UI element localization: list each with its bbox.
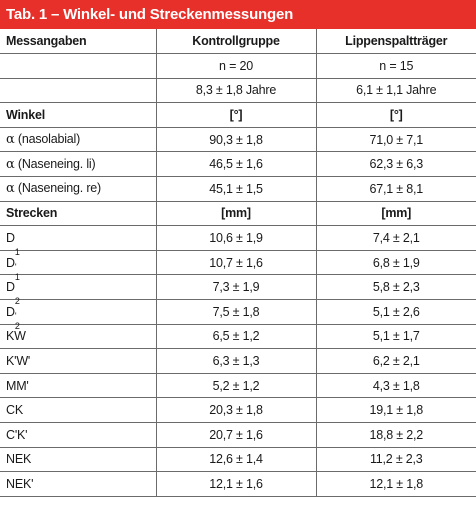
- strecken-label-base: C'K': [6, 427, 28, 442]
- alpha-symbol: α: [6, 132, 15, 148]
- strecken-row: [0, 447, 476, 472]
- winkel-lippen-cell: 67,1 ± 8,1: [316, 177, 476, 202]
- strecken-lippen-cell: 7,4 ± 2,1: [316, 226, 476, 251]
- strecken-kontroll-cell: 20,3 ± 1,8: [156, 398, 316, 423]
- strecken-label-base: K'W': [6, 354, 31, 369]
- winkel-label-cell: [0, 152, 156, 177]
- strecken-label-cell: [0, 300, 156, 331]
- strecken-label-cell: [0, 472, 156, 497]
- strecken-label-base: D: [6, 304, 15, 319]
- strecken-label-prime: ': [14, 310, 17, 321]
- winkel-row: [0, 127, 476, 152]
- strecken-lippen-cell: 5,1 ± 1,7: [316, 324, 476, 349]
- strecken-label-subscript: 2: [14, 320, 20, 331]
- strecken-kontroll-cell: 10,7 ± 1,6: [156, 250, 316, 275]
- strecken-kontroll-cell: 5,2 ± 1,2: [156, 373, 316, 398]
- table-body: [0, 29, 476, 496]
- strecken-label-subscript: 1: [14, 271, 20, 282]
- header-cell-kontrollgruppe: Kontrollgruppe: [156, 29, 316, 54]
- strecken-row: [0, 324, 476, 349]
- winkel-kontroll-cell: 46,5 ± 1,6: [156, 152, 316, 177]
- section-row-strecken: [0, 201, 476, 226]
- strecken-lippen-cell: 11,2 ± 2,3: [316, 447, 476, 472]
- strecken-label-cell: [0, 398, 156, 423]
- strecken-label-cell: [0, 447, 156, 472]
- strecken-label-cell: [0, 349, 156, 374]
- strecken-kontroll-cell: 12,6 ± 1,4: [156, 447, 316, 472]
- strecken-kontroll-cell: 6,5 ± 1,2: [156, 324, 316, 349]
- info-label-cell: [0, 54, 156, 79]
- winkel-row: [0, 177, 476, 202]
- info-label-cell: [0, 78, 156, 103]
- strecken-label-cell: [0, 226, 156, 258]
- strecken-lippen-cell: 6,2 ± 2,1: [316, 349, 476, 374]
- info-lippen-cell: n = 15: [316, 54, 476, 79]
- strecken-row: [0, 349, 476, 374]
- unit-kontroll-strecken: [mm]: [156, 201, 316, 226]
- winkel-kontroll-cell: 45,1 ± 1,5: [156, 177, 316, 202]
- info-lippen-cell: 6,1 ± 1,1 Jahre: [316, 78, 476, 103]
- strecken-label-base: KW: [6, 329, 26, 344]
- strecken-kontroll-cell: 12,1 ± 1,6: [156, 472, 316, 497]
- strecken-row: [0, 300, 476, 325]
- measurements-table: [0, 29, 476, 497]
- winkel-label-cell: [0, 177, 156, 202]
- strecken-lippen-cell: 6,8 ± 1,9: [316, 250, 476, 275]
- winkel-label-cell: [0, 127, 156, 152]
- winkel-row: [0, 152, 476, 177]
- strecken-lippen-cell: 12,1 ± 1,8: [316, 472, 476, 497]
- section-row-winkel: [0, 103, 476, 128]
- header-cell-lippenspalttraeger: Lippenspaltträger: [316, 29, 476, 54]
- unit-kontroll-winkel: [°]: [156, 103, 316, 128]
- strecken-kontroll-cell: 20,7 ± 1,6: [156, 423, 316, 448]
- section-label-winkel: Winkel: [0, 103, 156, 128]
- winkel-label-text: (Naseneing. re): [14, 181, 102, 196]
- strecken-label-cell: [0, 275, 156, 307]
- alpha-symbol: α: [6, 181, 15, 197]
- strecken-label-base: NEK: [6, 452, 32, 467]
- strecken-label-base: D: [6, 280, 15, 295]
- strecken-row: [0, 275, 476, 300]
- info-kontroll-cell: 8,3 ± 1,8 Jahre: [156, 78, 316, 103]
- strecken-kontroll-cell: 7,5 ± 1,8: [156, 300, 316, 325]
- strecken-label-base: CK: [6, 403, 23, 418]
- strecken-label-base: D: [6, 231, 15, 246]
- winkel-label-text: (Naseneing. li): [14, 156, 96, 171]
- strecken-label-cell: [0, 324, 156, 349]
- strecken-row: [0, 472, 476, 497]
- strecken-kontroll-cell: 7,3 ± 1,9: [156, 275, 316, 300]
- strecken-label-cell: [0, 373, 156, 398]
- unit-lippen-strecken: [mm]: [316, 201, 476, 226]
- strecken-label-subscript: 1: [14, 247, 20, 258]
- strecken-label-base: NEK': [6, 476, 34, 491]
- strecken-row: [0, 250, 476, 275]
- strecken-lippen-cell: 18,8 ± 2,2: [316, 423, 476, 448]
- info-kontroll-cell: n = 20: [156, 54, 316, 79]
- info-row-age: [0, 78, 476, 103]
- header-row: [0, 29, 476, 54]
- strecken-row: [0, 398, 476, 423]
- strecken-row: [0, 373, 476, 398]
- strecken-kontroll-cell: 6,3 ± 1,3: [156, 349, 316, 374]
- winkel-label-text: (nasolabial): [14, 132, 81, 147]
- strecken-lippen-cell: 5,8 ± 2,3: [316, 275, 476, 300]
- winkel-lippen-cell: 62,3 ± 6,3: [316, 152, 476, 177]
- alpha-symbol: α: [6, 156, 15, 172]
- strecken-label-prime: ': [14, 261, 17, 272]
- strecken-label-subscript: 2: [14, 296, 20, 307]
- strecken-label-cell: [0, 250, 156, 282]
- unit-lippen-winkel: [°]: [316, 103, 476, 128]
- winkel-lippen-cell: 71,0 ± 7,1: [316, 127, 476, 152]
- strecken-row: [0, 226, 476, 251]
- strecken-label-base: MM': [6, 378, 29, 393]
- strecken-row: [0, 423, 476, 448]
- winkel-kontroll-cell: 90,3 ± 1,8: [156, 127, 316, 152]
- strecken-kontroll-cell: 10,6 ± 1,9: [156, 226, 316, 251]
- header-cell-messangaben: Messangaben: [0, 29, 156, 54]
- strecken-lippen-cell: 19,1 ± 1,8: [316, 398, 476, 423]
- section-label-strecken: Strecken: [0, 201, 156, 226]
- info-row-n: [0, 54, 476, 79]
- strecken-lippen-cell: 5,1 ± 2,6: [316, 300, 476, 325]
- strecken-label-base: D: [6, 255, 15, 270]
- table-title: Tab. 1 – Winkel- und Streckenmessungen: [0, 0, 476, 29]
- strecken-label-cell: [0, 423, 156, 448]
- strecken-lippen-cell: 4,3 ± 1,8: [316, 373, 476, 398]
